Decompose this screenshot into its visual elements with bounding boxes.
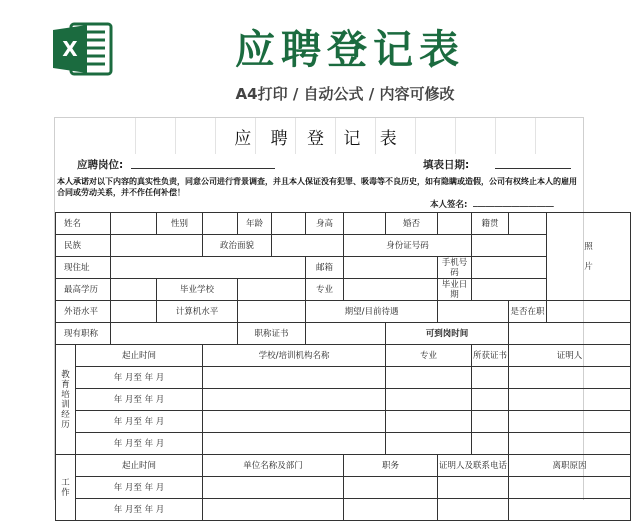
table-row bbox=[56, 257, 631, 279]
id-cell[interactable] bbox=[472, 235, 547, 257]
edu-header-cert: 所获证书 bbox=[472, 345, 509, 367]
education-cell[interactable] bbox=[111, 279, 157, 301]
info-row bbox=[55, 154, 583, 172]
work-header-reason: 离职原因 bbox=[509, 455, 631, 477]
edu-section-text: 教 育 培 训 经 历 bbox=[61, 369, 70, 430]
form-title: 应 聘 登 记 表 bbox=[234, 129, 404, 149]
education-label: 最高学历 bbox=[56, 279, 111, 301]
edu-major-cell[interactable] bbox=[386, 433, 472, 455]
table-row bbox=[56, 411, 631, 433]
address-cell[interactable] bbox=[111, 257, 306, 279]
table-row bbox=[56, 323, 631, 345]
grad-date-cell[interactable] bbox=[472, 279, 547, 301]
ethnic-label: 民族 bbox=[56, 235, 111, 257]
gender-label: 性别 bbox=[157, 213, 203, 235]
marital-cell[interactable] bbox=[438, 213, 472, 235]
date-field[interactable] bbox=[495, 168, 571, 169]
on-duty-label: 是否在职 bbox=[509, 301, 547, 323]
work-reason-cell[interactable] bbox=[509, 477, 631, 499]
mobile-label: 手机号码 bbox=[438, 257, 472, 279]
political-label: 政治面貌 bbox=[203, 235, 272, 257]
height-label: 身高 bbox=[306, 213, 344, 235]
native-label: 籍贯 bbox=[472, 213, 509, 235]
table-row bbox=[56, 499, 631, 521]
title-label: 现有职称 bbox=[56, 323, 111, 345]
salary-label: 期望/目前待遇 bbox=[306, 301, 438, 323]
sign-label: 本人签名: bbox=[430, 200, 468, 210]
work-company-cell[interactable] bbox=[203, 477, 344, 499]
email-cell[interactable] bbox=[344, 257, 438, 279]
edu-witness-cell[interactable] bbox=[509, 411, 631, 433]
table-row bbox=[56, 301, 631, 323]
svg-text:X: X bbox=[62, 37, 78, 61]
school-cell[interactable] bbox=[238, 279, 306, 301]
position-field[interactable] bbox=[131, 168, 275, 169]
available-label: 可到岗时间 bbox=[386, 323, 509, 345]
mobile-cell[interactable] bbox=[472, 257, 547, 279]
computer-label: 计算机水平 bbox=[157, 301, 238, 323]
table-row bbox=[56, 279, 631, 301]
banner-subtitle: A4打印 / 自动公式 / 内容可修改 bbox=[235, 85, 455, 103]
foreign-lang-cell[interactable] bbox=[111, 301, 157, 323]
foreign-lang-label: 外语水平 bbox=[56, 301, 111, 323]
edu-major-cell[interactable] bbox=[386, 389, 472, 411]
salary-cell[interactable] bbox=[438, 301, 509, 323]
work-period-cell[interactable]: 年 月至 年 月 bbox=[76, 477, 203, 499]
work-section-label bbox=[56, 455, 76, 521]
work-reason-cell[interactable] bbox=[509, 499, 631, 521]
application-table bbox=[55, 212, 631, 521]
edu-cert-cell[interactable] bbox=[472, 367, 509, 389]
political-cell[interactable] bbox=[272, 235, 344, 257]
table-row bbox=[56, 477, 631, 499]
gender-cell[interactable] bbox=[203, 213, 238, 235]
edu-header-major: 专业 bbox=[386, 345, 472, 367]
table-row bbox=[56, 345, 631, 367]
ethnic-cell[interactable] bbox=[111, 235, 203, 257]
certificate-cell[interactable] bbox=[306, 323, 386, 345]
edu-school-cell[interactable] bbox=[203, 389, 386, 411]
photo-label: 照 片 bbox=[584, 241, 593, 272]
edu-period-cell[interactable]: 年 月至 年 月 bbox=[76, 411, 203, 433]
edu-school-cell[interactable] bbox=[203, 367, 386, 389]
table-row bbox=[56, 235, 631, 257]
edu-witness-cell[interactable] bbox=[509, 389, 631, 411]
edu-cert-cell[interactable] bbox=[472, 433, 509, 455]
work-section-text: 工 作 bbox=[61, 477, 70, 498]
table-row bbox=[56, 433, 631, 455]
edu-major-cell[interactable] bbox=[386, 411, 472, 433]
work-header-reference: 证明人及联系电话 bbox=[438, 455, 509, 477]
banner-title: 应聘登记表 bbox=[235, 27, 465, 73]
edu-witness-cell[interactable] bbox=[509, 433, 631, 455]
statement-text: 本人承诺对以下内容的真实性负责，同意公司进行背景调查，并且本人保证没有犯罪、吸毒等不良历史，如有隐瞒或造假，公司有权终止本人的雇用合同或劳动关系，并不作任何补偿！ bbox=[57, 177, 577, 197]
table-row bbox=[56, 455, 631, 477]
id-label: 身份证号码 bbox=[344, 235, 472, 257]
edu-period-cell[interactable]: 年 月至 年 月 bbox=[76, 367, 203, 389]
age-cell[interactable] bbox=[272, 213, 306, 235]
position-label: 应聘岗位: bbox=[77, 159, 124, 171]
grad-date-label: 毕业日期 bbox=[438, 279, 472, 301]
date-label: 填表日期: bbox=[423, 159, 470, 171]
edu-cert-cell[interactable] bbox=[472, 411, 509, 433]
work-reference-cell[interactable] bbox=[438, 499, 509, 521]
table-row bbox=[56, 389, 631, 411]
work-header-period: 起止时间 bbox=[76, 455, 203, 477]
computer-cell[interactable] bbox=[238, 301, 306, 323]
title-cell[interactable] bbox=[111, 323, 238, 345]
address-label: 现住址 bbox=[56, 257, 111, 279]
edu-school-cell[interactable] bbox=[203, 433, 386, 455]
height-cell[interactable] bbox=[344, 213, 386, 235]
major-label: 专业 bbox=[306, 279, 344, 301]
work-header-company: 单位名称及部门 bbox=[203, 455, 344, 477]
edu-period-cell[interactable]: 年 月至 年 月 bbox=[76, 433, 203, 455]
sign-field[interactable]: ___________________ bbox=[473, 198, 554, 208]
edu-witness-cell[interactable] bbox=[509, 367, 631, 389]
work-position-cell[interactable] bbox=[344, 477, 438, 499]
table-row bbox=[56, 213, 631, 235]
age-label: 年龄 bbox=[238, 213, 272, 235]
edu-major-cell[interactable] bbox=[386, 367, 472, 389]
marital-label: 婚否 bbox=[386, 213, 438, 235]
available-cell[interactable] bbox=[509, 323, 631, 345]
work-reference-cell[interactable] bbox=[438, 477, 509, 499]
name-label: 姓名 bbox=[56, 213, 111, 235]
certificate-label: 职称证书 bbox=[238, 323, 306, 345]
on-duty-cell[interactable] bbox=[547, 301, 631, 323]
work-position-cell[interactable] bbox=[344, 499, 438, 521]
work-period-cell[interactable]: 年 月至 年 月 bbox=[76, 499, 203, 521]
school-label: 毕业学校 bbox=[157, 279, 238, 301]
table-row bbox=[56, 367, 631, 389]
edu-header-school: 学校/培训机构名称 bbox=[203, 345, 386, 367]
edu-header-period: 起止时间 bbox=[76, 345, 203, 367]
photo-cell[interactable] bbox=[547, 213, 631, 301]
major-cell[interactable] bbox=[344, 279, 438, 301]
work-company-cell[interactable] bbox=[203, 499, 344, 521]
edu-period-cell[interactable]: 年 月至 年 月 bbox=[76, 389, 203, 411]
edu-school-cell[interactable] bbox=[203, 411, 386, 433]
edu-section-label bbox=[56, 345, 76, 455]
edu-header-witness: 证明人 bbox=[509, 345, 631, 367]
email-label: 邮箱 bbox=[306, 257, 344, 279]
native-cell[interactable] bbox=[509, 213, 547, 235]
work-header-position: 职务 bbox=[344, 455, 438, 477]
edu-cert-cell[interactable] bbox=[472, 389, 509, 411]
name-cell[interactable] bbox=[111, 213, 157, 235]
form-sheet bbox=[54, 117, 593, 515]
